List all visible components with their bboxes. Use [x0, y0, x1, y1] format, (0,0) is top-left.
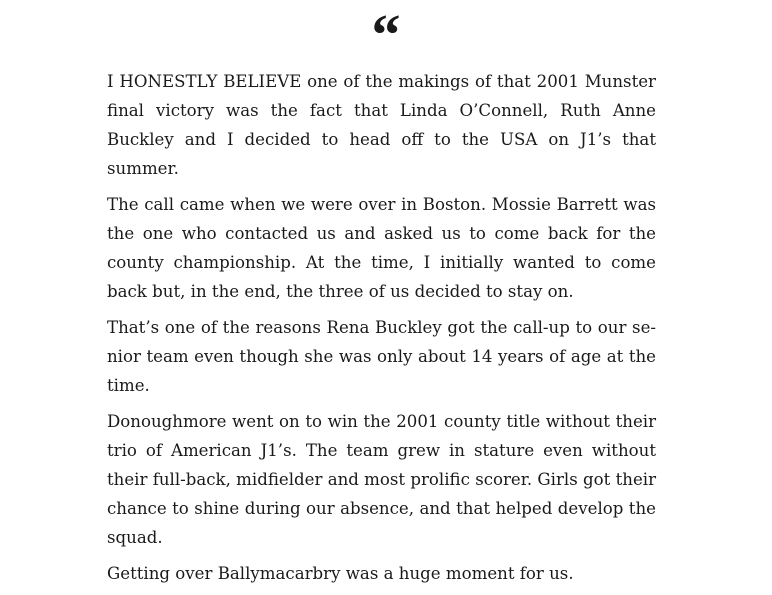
paragraph: The call came when we were over in Boston. Mossie Barrett was the one who contacted us and asked us to come back for the county championship. At the time, I initially wanted to come back but, in the end, the three of us decided to stay on. [107, 195, 656, 301]
paragraph: Getting over Ballymacarbry was a huge moment for us. [107, 564, 574, 583]
quote-mark-icon: “ [371, 2, 401, 67]
paragraph: I HONESTLY BELIEVE one of the makings of that 2001 Munster final victory was the fact that Linda O’Connell, Ruth Anne Buckley and I decided to head off to the USA on J1’s that summer. [107, 72, 656, 178]
paragraph: Donoughmore went on to win the 2001 county title without their trio of American J1’s. The team grew in stature even without their full-back, midfielder and most prolific scorer. Girls got their chance to shine during our absence, and that helped develop the squad. [107, 412, 656, 547]
paragraph: That’s one of the reasons Rena Buckley got the call-up to our senior team even though she was only about 14 years of age at the time. [107, 318, 656, 395]
body-text [107, 67, 656, 595]
